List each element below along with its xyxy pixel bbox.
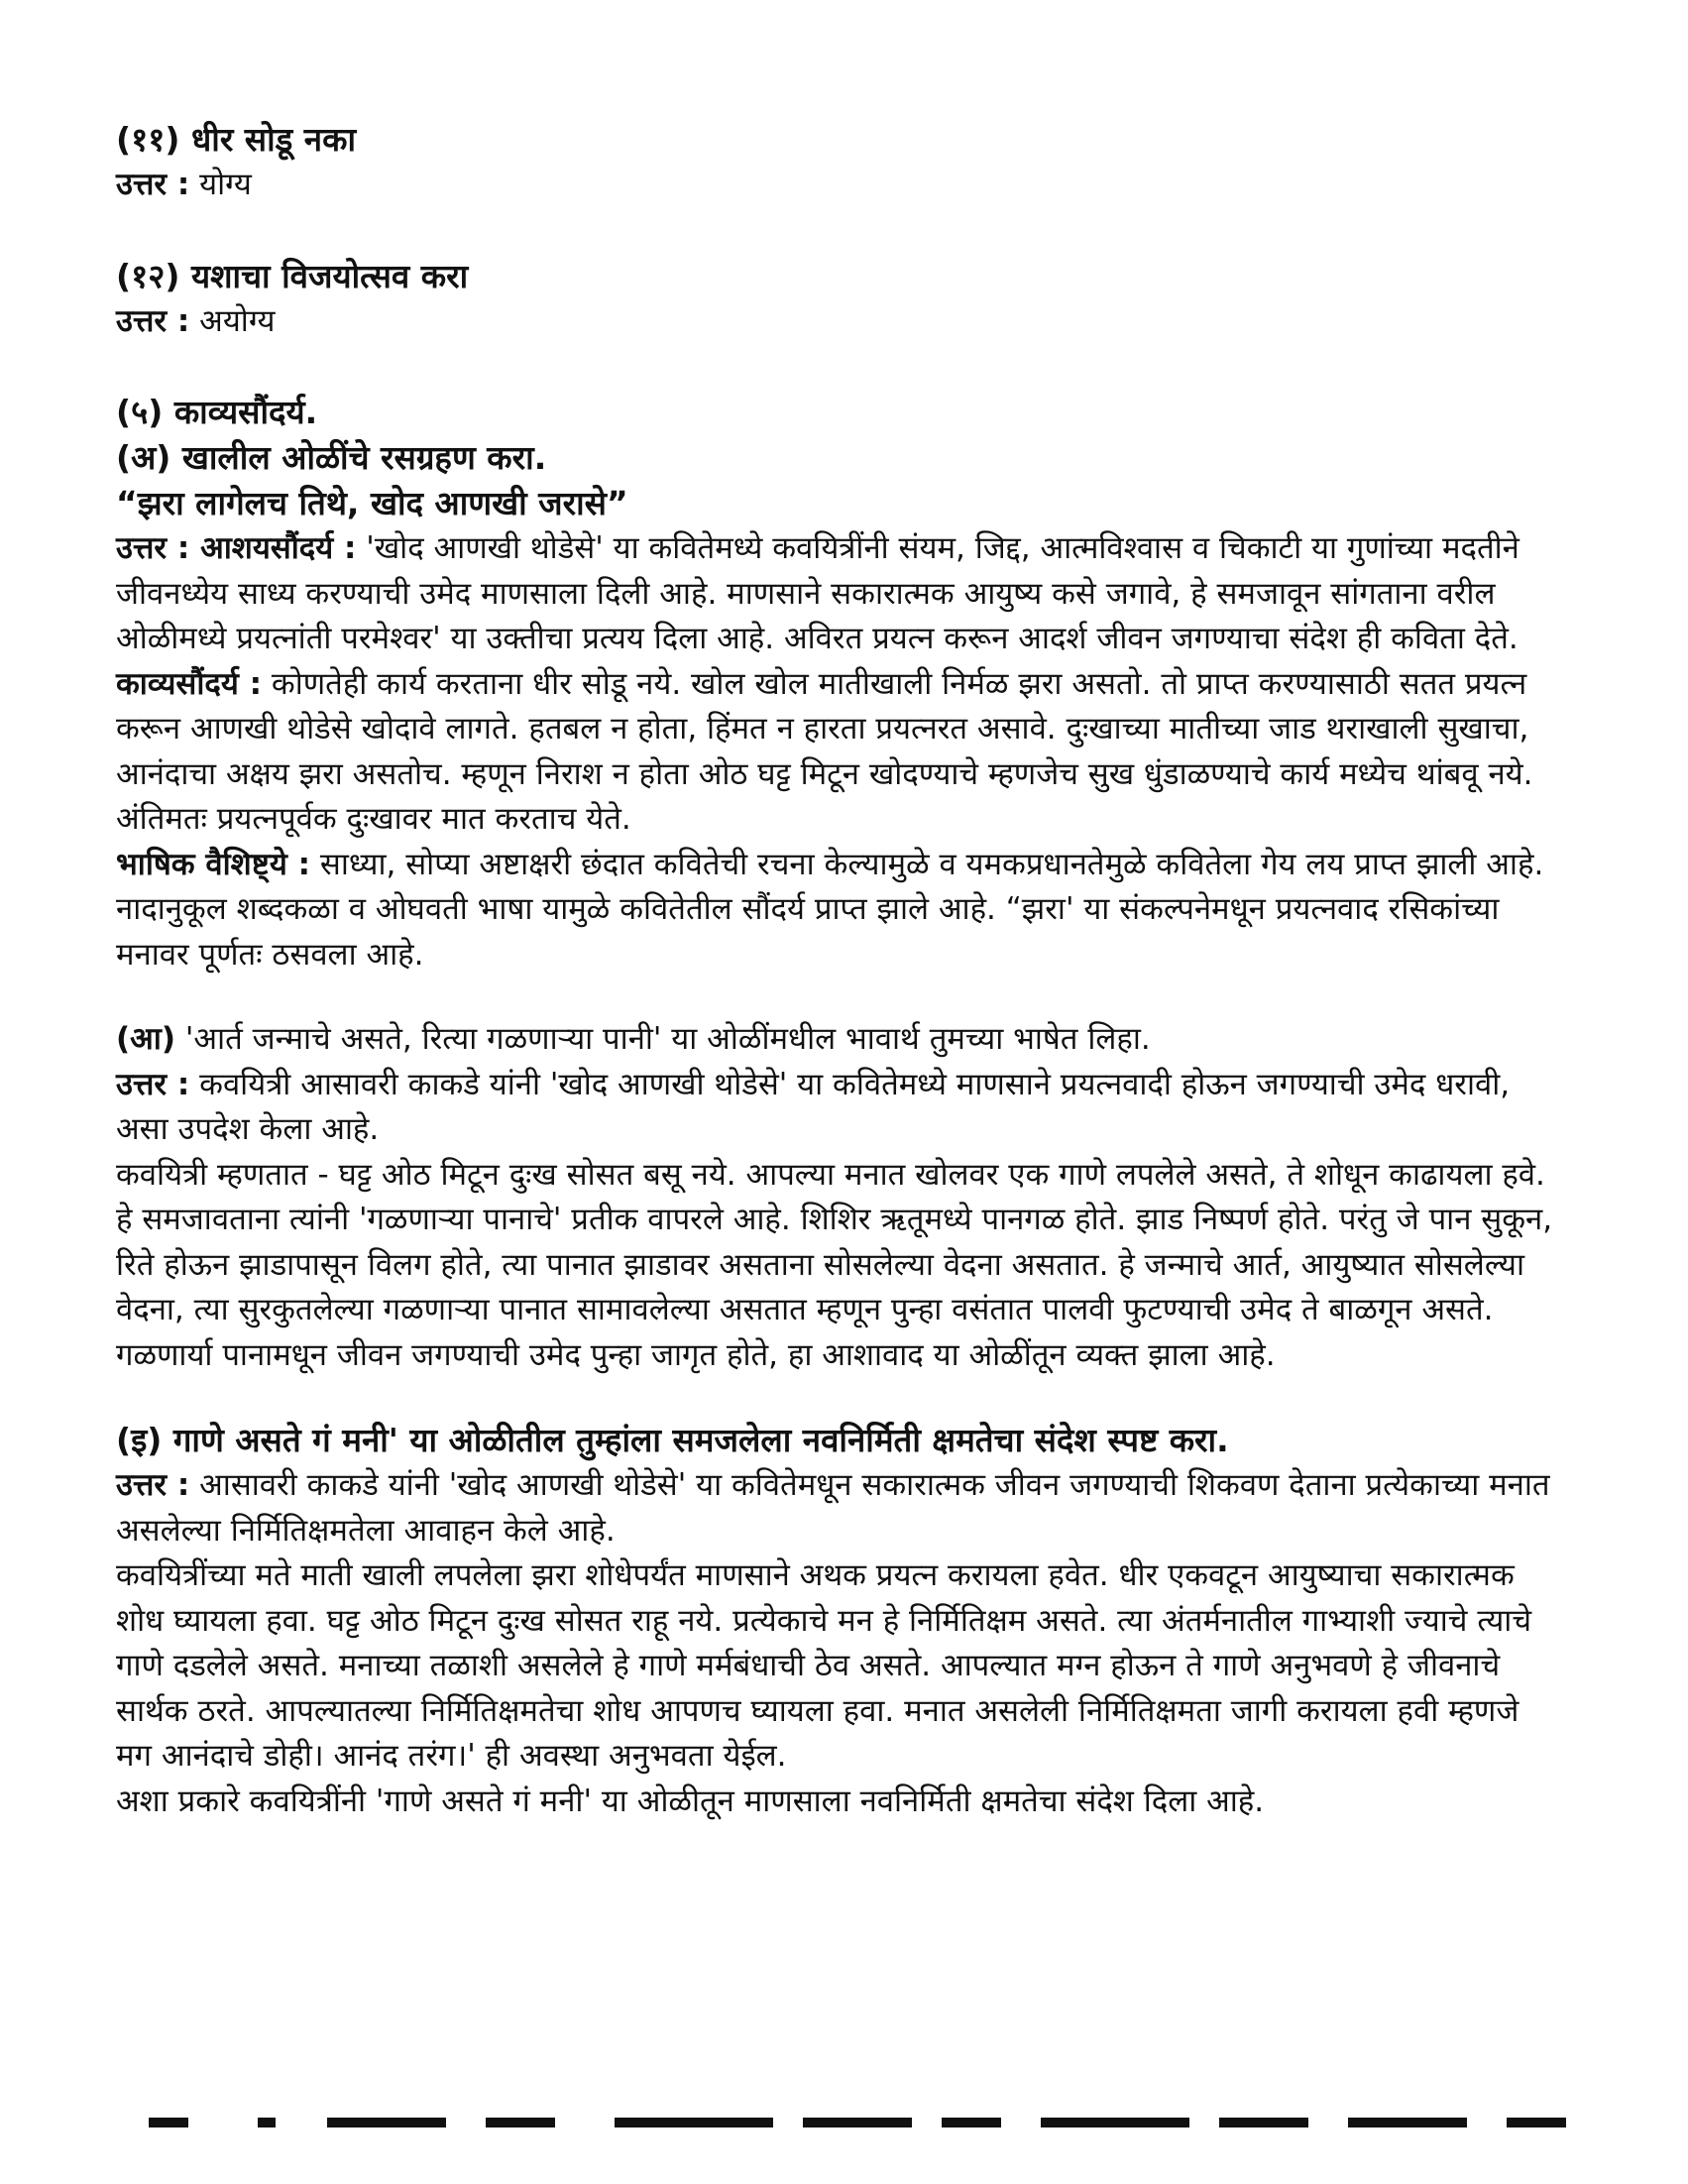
part-e [116,1418,1559,1824]
question-11-answer-text: योग्य [199,167,252,202]
part-e-answer-2: कवयित्रींच्या मते माती खाली लपलेला झरा शोधेपर्यंत माणसाने अथक प्रयत्न करायला हवेत. धीर एकवटून आयुष्याचा सकारात्मक शोध घ्यायला हवा. घट्ट ओठ मिटून दुःख सोसत राहू नये. प्रत्येकाचे मन हे निर्मितिक्षम असते. त्या अंतर्मनातील गाभ्याशी ज्याचे त्याचे गाणे दडलेले असते. मनाच्या तळाशी असलेले हे गाणे मर्मबंधाची ठेव असते. आपल्यात मग्न होऊन ते गाणे अनुभवणे हे जीवनाचे सार्थक ठरते. आपल्यातल्या निर्मितिक्षमतेचा शोध आपणच घ्यायला हवा. मनात असलेली निर्मितिक्षमता जागी करायला हवी म्हणजे मग आनंदाचे डोही। आनंद तरंग।' ही अवस्था अनुभवता येईल. [116,1557,1532,1774]
aashay-saundarya-label: उत्तर : आशयसौंदर्य : [116,530,357,566]
question-12-answer [116,299,1559,345]
question-12-title: (१२) यशाचा विजयोत्सव करा [116,256,469,295]
bhashik-vaishishtye-label: भाषिक वैशिष्ट्ये : [116,846,310,882]
aashay-saundarya-text: 'खोद आणखी थोडेसे' या कवितेमध्ये कवयित्रींनी संयम, जिद्द, आत्मविश्वास व चिकाटी या गुणांच्या मदतीने जीवनध्येय साध्य करण्याची उमेद माणसाला दिली आहे. माणसाने सकारात्मक आयुष्य कसे जगावे, हे समजावून सांगताना वरील ओळीमध्ये प्रयत्नांती परमेश्वर' या उक्तीचा प्रत्यय दिला आहे. अविरत प्रयत्न करून आदर्श जीवन जगण्याचा संदेश ही कविता देते. [116,530,1519,656]
part-aa [116,1017,1559,1378]
answer-label: उत्तर : [116,167,190,202]
question-11-title: (११) धीर सोडू नका [116,120,357,159]
section-5 [116,390,1559,1824]
aashay-saundarya-paragraph [116,526,1559,662]
part-a-title: (अ) खालील ओळींचे रसग्रहण करा. [116,438,547,477]
answer-label: उत्तर : [116,1066,190,1102]
section-5-title: (५) काव्यसौंदर्य. [116,393,318,431]
part-aa-answer-2: कवयित्री म्हणतात - घट्ट ओठ मिटून दुःख सोसत बसू नये. आपल्या मनात खोलवर एक गाणे लपलेले असते, ते शोधून काढायला हवे. हे समजावताना त्यांनी 'गळणाऱ्या पानाचे' प्रतीक वापरले आहे. शिशिर ऋतूमध्ये पानगळ होते. झाड निष्पर्ण होते. परंतु जे पान सुकून, रिते होऊन झाडापासून विलग होते, त्या पानात झाडावर असताना सोसलेल्या वेदना असतात. हे जन्माचे आर्त, आयुष्यात सोसलेल्या वेदना, त्या सुरकुतलेल्या गळणाऱ्या पानात सामावलेल्या असतात म्हणून पुन्हा वसंतात पालवी फुटण्याची उमेद ते बाळगून असते. गळणार्या पानामधून जीवन जगण्याची उमेद पुन्हा जागृत होते, हा आशावाद या ओळींतून व्यक्त झाला आहे. [116,1156,1553,1373]
bhashik-vaishishtye-paragraph [116,843,1559,978]
part-e-title: (इ) गाणे असते गं मनी' या ओळीतील तुम्हांला समजलेला नवनिर्मिती क्षमतेचा संदेश स्पष्ट करा. [116,1421,1229,1459]
question-12 [116,254,1559,345]
question-11-answer [116,163,1559,208]
bhashik-vaishishtye-text: साध्या, सोप्या अष्टाक्षरी छंदात कवितेची रचना केल्यामुळे व यमकप्रधानतेमुळे कवितेला गेय लय प्राप्त झाली आहे. नादानुकूल शब्दकळा व ओघवती भाषा यामुळे कवितेतील सौंदर्य प्राप्त झाले आहे. “झरा' या संकल्पनेमधून प्रयत्नवाद रसिकांच्या मनावर पूर्णतः ठसवला आहे. [116,846,1544,973]
part-aa-answer-1 [116,1063,1559,1153]
part-aa-answer-1-text: कवयित्री आसावरी काकडे यांनी 'खोद आणखी थोडेसे' या कवितेमध्ये माणसाने प्रयत्नवादी होऊन जगण्याची उमेद धरावी, असा उपदेश केला आहे. [116,1066,1511,1147]
cropped-text-line [149,2088,1586,2127]
kavya-saundarya-paragraph [116,662,1559,843]
question-12-answer-text: अयोग्य [199,302,276,339]
part-aa-number: (आ) [116,1021,176,1057]
answer-label: उत्तर : [116,302,190,339]
part-a [116,435,1559,977]
part-e-answer-1 [116,1463,1559,1553]
part-aa-question: 'आर्त जन्माचे असते, रित्या गळणाऱ्या पानी' या ओळींमधील भावार्थ तुमच्या भाषेत लिहा. [184,1021,1151,1057]
kavya-saundarya-label: काव्यसौंदर्य : [116,665,263,702]
part-aa-title [116,1017,1559,1063]
answer-label: उत्तर : [116,1467,190,1503]
part-a-quote: “झरा लागेलच तिथे, खोद आणखी जरासे” [116,484,628,522]
part-e-answer-3: अशा प्रकारे कवयित्रींनी 'गाणे असते गं मनी' या ओळीतून माणसाला नवनिर्मिती क्षमतेचा संदेश दिला आहे. [116,1782,1265,1819]
kavya-saundarya-text: कोणतेही कार्य करताना धीर सोडू नये. खोल खोल मातीखाली निर्मळ झरा असतो. तो प्राप्त करण्यासाठी सतत प्रयत्न करून आणखी थोडेसे खोदावे लागते. हतबल न होता, हिंमत न हारता प्रयत्नरत असावे. दुःखाच्या मातीच्या जाड थराखाली सुखाचा, आनंदाचा अक्षय झरा असतोच. म्हणून निराश न होता ओठ घट्ट मिटून खोदण्याचे म्हणजेच सुख धुंडाळण्याचे कार्य मध्येच थांबवू नये. अंतिमतः प्रयत्नपूर्वक दुःखावर मात करताच येते. [116,665,1533,837]
question-11 [116,117,1559,208]
part-e-answer-1-text: आसावरी काकडे यांनी 'खोद आणखी थोडेसे' या कवितेमधून सकारात्मक जीवन जगण्याची शिकवण देताना प्रत्येकाच्या मनात असलेल्या निर्मितिक्षमतेला आवाहन केले आहे. [116,1467,1550,1549]
